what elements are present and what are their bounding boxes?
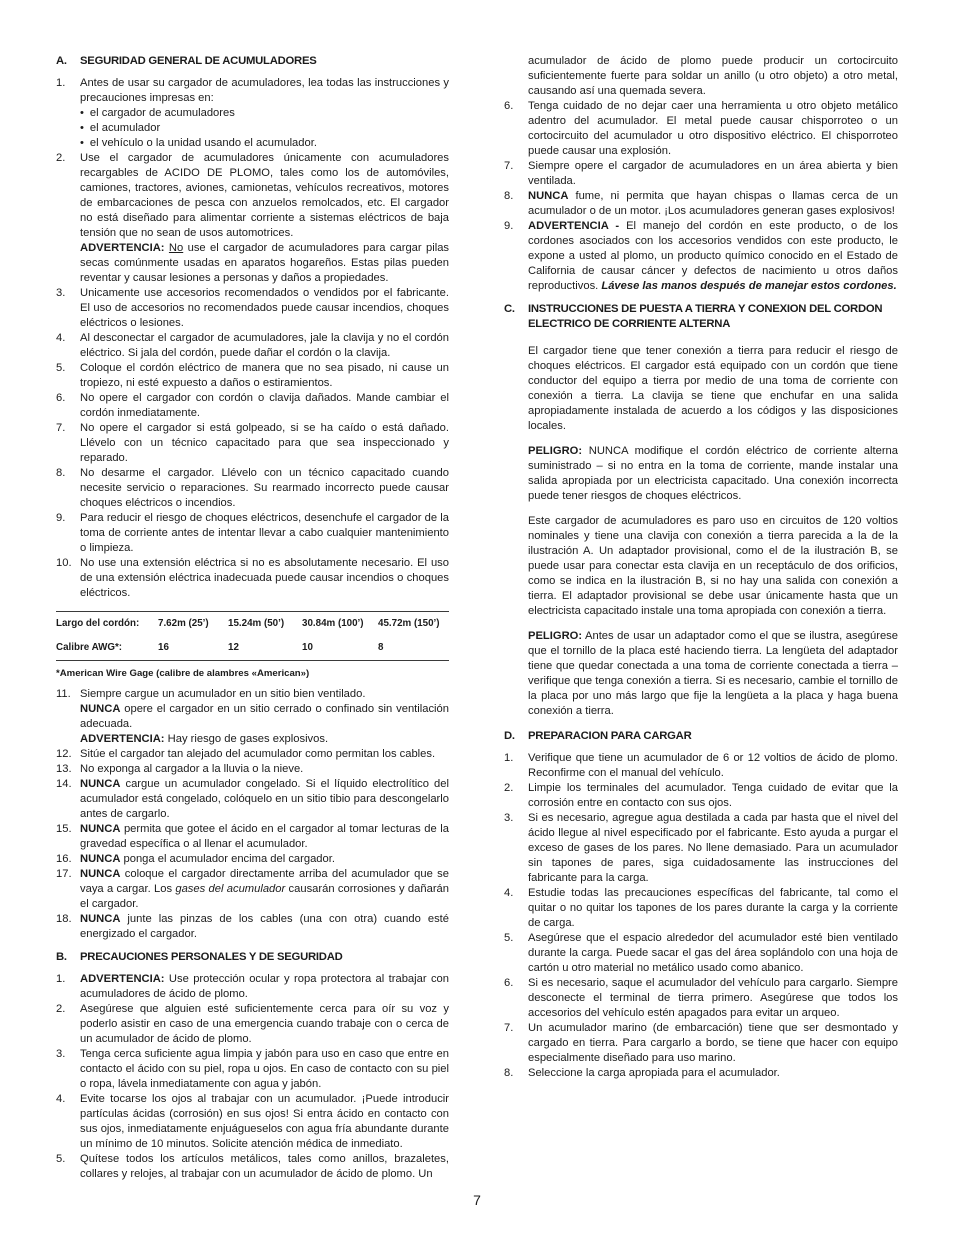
- item-text: [528, 976, 898, 1021]
- text-run: No exponga al cargador a la lluvia o la nieve.: [80, 763, 304, 775]
- text-run: El cargador tiene que tener conexión a tierra para reducir el riesgo de choques eléctricos. El cargador está equipado con un cordón que tiene conductor del equipo a tierra por medio de una toma de corriente con conexión a tierra. La clavija se tiene que enchufar en una salida apropiadamente instalada de acuerdo a los códigos y las disposiciones locales.: [528, 345, 898, 432]
- section-heading: [504, 729, 898, 744]
- item-text: [80, 777, 449, 822]
- numbered-list: [56, 76, 449, 601]
- list-item: [56, 151, 449, 286]
- footnote: *American Wire Gage (calibre de alambres «American»): [56, 668, 310, 679]
- text-run: Al desconectar el cargador de acumuladores, jale la clavija y no el cordón eléctrico. Si jala del cordón, puede dañar el cordón o la clavija.: [80, 332, 449, 359]
- list-item: [504, 159, 898, 189]
- list-item: [56, 972, 449, 1002]
- text-run: Estudie todas las precauciones específicas del fabricante, tal como el quitar o no quitar los tapones de los pares durante la carga y la corriente de carga.: [528, 887, 898, 929]
- paragraph: [528, 344, 898, 434]
- text-run: ponga el acumulador encima del cargador.: [120, 853, 335, 865]
- item-paragraph: [80, 1047, 449, 1092]
- item-number: 6.: [504, 100, 514, 112]
- item-number: 10.: [56, 557, 72, 569]
- underlined-text: No: [168, 242, 184, 254]
- table-row: [56, 612, 449, 637]
- bullet-item: • el cargador de acumuladores: [80, 106, 449, 121]
- list-item: [56, 1047, 449, 1092]
- item-text: [80, 1047, 449, 1092]
- item-number: 1.: [504, 752, 514, 764]
- list-item: [56, 867, 449, 912]
- bold-text: NUNCA: [80, 913, 121, 925]
- item-text: [528, 1066, 898, 1081]
- text-run: Tenga cuidado de no dejar caer una herramienta u otro objeto metálico adentro del acumulador. El metal puede causar chisporroteo o un cortocircuito del acumulador u otro dispositivo eléctrico. El chisporroteo puede causar una explosión.: [528, 100, 898, 157]
- item-paragraph: [528, 1021, 898, 1066]
- text-run: Antes de usar un adaptador como el que se ilustra, asegúrese que el tornillo de la placa esté haciendo tierra. La lengüeta del adaptador tiene que quedar conectada a una toma de corriente conectada a tierra – verifique que tenga conexión a tierra. Si es necesario, cambie el tornillo de la placa por uno más largo que fije la lengüeta a la placa y haga buena conexión a tierra.: [528, 630, 898, 717]
- item-text: [80, 466, 449, 511]
- list-item: [56, 76, 449, 151]
- list-item: [504, 751, 898, 781]
- paragraph: [528, 444, 898, 504]
- text-run: coloque el cargador directamente arriba del acumulador que se vaya a cargar. Los: [80, 868, 449, 895]
- bold-text: ADVERTENCIA:: [80, 242, 169, 254]
- list-item: [56, 1002, 449, 1047]
- item-text: [528, 54, 898, 99]
- section-heading: [56, 950, 449, 965]
- table-cell: 30.84m (100’): [302, 618, 364, 629]
- table-cell: 15.24m (50’): [228, 618, 285, 629]
- item-paragraph: [80, 511, 449, 556]
- bold-text: NUNCA: [80, 853, 121, 865]
- item-paragraph: [528, 99, 898, 159]
- section-title: SEGURIDAD GENERAL DE ACUMULADORES: [80, 55, 317, 67]
- item-number: 2.: [56, 152, 66, 164]
- item-text: [80, 822, 449, 852]
- item-paragraph: [80, 777, 449, 822]
- section-title: PREPARACION PARA CARGAR: [528, 730, 692, 742]
- item-paragraph: [80, 391, 449, 421]
- item-paragraph: [80, 822, 449, 852]
- list-item: [56, 421, 449, 466]
- bullet-item: • el acumulador: [80, 121, 449, 136]
- item-number: 6.: [56, 392, 66, 404]
- list-item: [56, 777, 449, 822]
- list-item: [504, 781, 898, 811]
- text-run: Use protección ocular y ropa protectora al trabajar con acumuladores de ácido de plomo.: [80, 973, 449, 1000]
- list-item: [504, 931, 898, 976]
- item-number: 8.: [504, 190, 514, 202]
- item-number: 8.: [504, 1067, 514, 1079]
- item-number: 13.: [56, 763, 72, 775]
- item-number: 4.: [56, 332, 66, 344]
- list-item: [504, 99, 898, 159]
- bold-text: NUNCA: [80, 868, 121, 880]
- item-paragraph: [80, 702, 449, 732]
- item-text: [80, 687, 449, 747]
- text-run: Siempre cargue un acumulador en un sitio bien ventilado.: [80, 688, 366, 700]
- item-number: 15.: [56, 823, 72, 835]
- item-text: [80, 556, 449, 601]
- italic-text: gases del acumulador: [175, 883, 286, 895]
- item-text: [80, 867, 449, 912]
- bold-text: PELIGRO:: [528, 445, 583, 457]
- item-number: 9.: [56, 512, 66, 524]
- section-title: PRECAUCIONES PERSONALES Y DE SEGURIDAD: [80, 951, 343, 963]
- text-run: Si es necesario, agregue agua destilada a cada par hasta que el nivel del ácido llegue al nivel especificado por el fabricante. Esto ayuda a purgar el exceso de gases de los pares. No llene demasiado. Para un acumulador sin tapones de pares, siga cuidadosamente las instrucciones del fabricante para la carga.: [528, 812, 898, 884]
- text-run: permita que gotee el ácido en el cargador al tomar lecturas de la gravedad específica o al llenar el acumulador.: [80, 823, 449, 850]
- list-item: [56, 687, 449, 747]
- item-paragraph: [80, 466, 449, 511]
- item-number: 17.: [56, 868, 72, 880]
- item-paragraph: [80, 361, 449, 391]
- item-paragraph: [80, 76, 449, 106]
- item-paragraph: [80, 1092, 449, 1152]
- item-number: 7.: [504, 160, 514, 172]
- text-run: Siempre opere el cargador de acumuladores en un área abierta y bien ventilada.: [528, 160, 898, 187]
- item-paragraph: [80, 912, 449, 942]
- item-paragraph: [528, 54, 898, 99]
- text-run: Use el cargador de acumuladores únicamente con acumuladores recargables de ACIDO DE PLOMO, tales como los de automóviles, camiones, tractores, aviones, camionetas, vehículos recreativos, motores de embarcaciones de pesca con anzuelos remolcados, etc. El cargador no está diseñado para alimentar corriente a sistemas eléctricos de baja tensión que no sean de usos automotrices.: [80, 152, 449, 239]
- item-number: 16.: [56, 853, 72, 865]
- item-number: 3.: [504, 812, 514, 824]
- text-run: Hay riesgo de gases explosivos.: [164, 733, 329, 745]
- text-run: Para reducir el riesgo de choques eléctricos, desenchufe el cargador de la toma de corriente antes de intentar llevar a cabo cualquier mantenimiento o limpieza.: [80, 512, 449, 554]
- bold-text: NUNCA: [80, 778, 121, 790]
- text-run: Verifique que tiene un acumulador de 6 or 12 voltios de ácido de plomo. Reconfirme con el manual del vehículo.: [528, 752, 898, 779]
- paragraph: [528, 629, 898, 719]
- text-run: El manejo del cordón en este producto, o de los cordones asociados con los accesorios vendidos con este producto, le expone a usted al plomo, un producto químico conocido en el Estado de California de causar cáncer y defectos de nacimiento u otros daños reproductivos.: [528, 220, 898, 292]
- item-paragraph: [528, 159, 898, 189]
- table-row-label: Calibre AWG*:: [56, 642, 123, 653]
- item-text: [528, 931, 898, 976]
- item-number: 1.: [56, 77, 66, 89]
- text-run: Quítese todos los artículos metálicos, tales como anillos, brazaletes, collares y relojes, al trabajar con un acumulador de ácido de plomo. Un: [80, 1153, 449, 1180]
- list-item: [56, 361, 449, 391]
- item-text: [80, 1002, 449, 1047]
- bold-text: NUNCA: [80, 823, 121, 835]
- table-cell: 45.72m (150’): [378, 618, 440, 629]
- list-item: [56, 747, 449, 762]
- item-number: 18.: [56, 913, 72, 925]
- bold-text: NUNCA: [528, 190, 569, 202]
- item-text: [80, 1152, 449, 1182]
- item-number: 3.: [56, 287, 66, 299]
- item-number: 2.: [504, 782, 514, 794]
- text-run: Asegúrese que alguien esté suficientemente cerca para oír su voz y poderlo asistir en caso de una emergencia cuando trabaje con o cerca de un acumulador de ácido de plomo.: [80, 1003, 449, 1045]
- item-text: [80, 286, 449, 331]
- list-item: [56, 391, 449, 421]
- item-number: 5.: [504, 932, 514, 944]
- text-run: junte las pinzas de los cables (una con otra) cuando esté energizado el cargador.: [80, 913, 449, 940]
- item-paragraph: [528, 811, 898, 886]
- table-cell: 10: [302, 642, 313, 653]
- text-run: No opere el cargador si está golpeado, si se ha caído o está dañado. Llévelo con un técnico capacitado para que sea inspeccionado y reparado.: [80, 422, 449, 464]
- item-paragraph: [80, 747, 449, 762]
- text-run: Limpie los terminales del acumulador. Tenga cuidado de evitar que la corrosión entre en contacto con sus ojos.: [528, 782, 898, 809]
- table-cell: 12: [228, 642, 239, 653]
- list-item: [56, 1152, 449, 1182]
- item-paragraph: [528, 781, 898, 811]
- text-run: Evite tocarse los ojos al trabajar con un acumulador. ¡Puede introducir partículas ácidas (corrosión) en sus ojos! Si entra ácido en contacto con sus ojos, inmediatamente enjuágueselos con agua fría abundante durante un mínimo de 10 minutos. Solicite atención médica de inmediato.: [80, 1093, 449, 1150]
- item-paragraph: [80, 1152, 449, 1182]
- text-run: cargue un acumulador congelado. Si el líquido electrolítico del acumulador está congelado, colóquelo en un sitio tibio para descongelarlo antes de cargarlo.: [80, 778, 449, 820]
- table-cell: 16: [158, 642, 169, 653]
- item-number: 7.: [56, 422, 66, 434]
- item-paragraph: [528, 189, 898, 219]
- text-run: Un acumulador marino (de embarcación) tiene que ser desmontado y cargado en tierra. Para cargarlo a bordo, se tiene que hacer con equipo especialmente diseñado para uso marino.: [528, 1022, 898, 1064]
- item-number: 6.: [504, 977, 514, 989]
- text-run: Coloque el cordón eléctrico de manera que no sea pisado, ni cause un tropiezo, ni esté expuesto a daños o estiramientos.: [80, 362, 449, 389]
- bullet-list: [80, 106, 449, 151]
- item-paragraph: [528, 886, 898, 931]
- item-paragraph: [528, 976, 898, 1021]
- bold-text: ADVERTENCIA -: [528, 220, 620, 232]
- list-item: [56, 762, 449, 777]
- item-text: [80, 747, 449, 762]
- numbered-list: [56, 687, 449, 942]
- item-paragraph: [528, 931, 898, 976]
- table-row-label: Largo del cordón:: [56, 618, 140, 629]
- item-text: [528, 751, 898, 781]
- item-number: 14.: [56, 778, 72, 790]
- item-paragraph: [528, 1066, 898, 1081]
- list-item: [504, 811, 898, 886]
- list-item: [56, 1092, 449, 1152]
- bold-text: NUNCA: [80, 703, 121, 715]
- list-item: [56, 912, 449, 942]
- bold-text: PELIGRO:: [528, 630, 583, 642]
- numbered-list: [504, 751, 898, 1081]
- item-number: 1.: [56, 973, 66, 985]
- text-run: opere el cargador en un sitio cerrado o confinado sin ventilación adecuada.: [80, 703, 449, 730]
- text-run: causarán corrosiones y dañarán el cargador.: [80, 883, 449, 910]
- bullet-item: • el vehículo o la unidad usando el acumulador.: [80, 136, 449, 151]
- item-number: 4.: [504, 887, 514, 899]
- text-run: Seleccione la carga apropiada para el acumulador.: [528, 1067, 780, 1079]
- item-number: [504, 54, 528, 99]
- list-item: [56, 822, 449, 852]
- item-paragraph: [80, 1002, 449, 1047]
- bold-text: ADVERTENCIA:: [80, 733, 165, 745]
- section-letter: B.: [56, 951, 67, 963]
- item-paragraph: [80, 286, 449, 331]
- list-item: [56, 286, 449, 331]
- item-paragraph: [80, 687, 449, 702]
- item-paragraph: [528, 751, 898, 781]
- item-text: [528, 159, 898, 189]
- page-number: 7: [473, 1192, 481, 1208]
- text-run: No desarme el cargador. Llévelo con un técnico capacitado cuando necesite servicio o reparaciones. Su rearmado incorrecto puede causar choques eléctricos o incendios.: [80, 467, 449, 509]
- item-paragraph: [80, 241, 449, 286]
- item-paragraph: [80, 867, 449, 912]
- item-number: 4.: [56, 1093, 66, 1105]
- item-text: [80, 852, 449, 867]
- item-paragraph: [528, 219, 898, 294]
- text-run: Asegúrese que el espacio alrededor del acumulador esté bien ventilado durante la carga. Puede sacar el gas del área soplándolo con una hoja de cartón u otro material no metálico usado como abanico.: [528, 932, 898, 974]
- list-item: [504, 54, 898, 99]
- section-title: INSTRUCCIONES DE PUESTA A TIERRA Y CONEXION DEL CORDON ELECTRICO DE CORRIENTE ALTERNA: [528, 303, 883, 330]
- item-number: 9.: [504, 220, 514, 232]
- item-paragraph: [80, 762, 449, 777]
- list-item: [56, 556, 449, 601]
- numbered-list: [56, 972, 449, 1182]
- section-heading: [504, 302, 898, 332]
- item-text: [80, 361, 449, 391]
- text-run: No opere el cargador con cordón o clavija dañados. Mande cambiar el cordón inmediatamente.: [80, 392, 449, 419]
- left-column: [56, 54, 449, 1182]
- item-text: [528, 1021, 898, 1066]
- item-text: [80, 1092, 449, 1152]
- item-paragraph: [80, 421, 449, 466]
- bold-italic-text: Lávese las manos después de manejar estos cordones.: [601, 280, 897, 292]
- item-text: [80, 912, 449, 942]
- item-text: [528, 189, 898, 219]
- item-paragraph: [80, 331, 449, 361]
- section-heading: [56, 54, 449, 69]
- text-run: Unicamente use accesorios recomendados o vendidos por el fabricante. El uso de accesorios no recomendados puede causar incendios, choques eléctricos o lesiones.: [80, 287, 449, 329]
- item-text: [80, 762, 449, 777]
- list-item: [504, 189, 898, 219]
- item-number: 11.: [56, 688, 71, 700]
- section-letter: D.: [504, 730, 515, 742]
- item-text: [80, 391, 449, 421]
- text-run: Este cargador de acumuladores es paro uso en circuitos de 120 voltios nominales y tiene una clavija con conexión a tierra parecida a la de la ilustración A. Un adaptador provisional, como el de la ilustración B, se puede usar para conectar esta clavija en un receptáculo de dos orificios, como se indica en la ilustración B, si no hay una salida con conexión a tierra. El adaptador provisional se debe usar únicamente hasta que un electricista capacitado instale una toma apropiada con conexión a tierra.: [528, 515, 898, 617]
- item-text: [80, 511, 449, 556]
- item-paragraph: [80, 852, 449, 867]
- item-number: 8.: [56, 467, 66, 479]
- text-run: Sitúe el cargador tan alejado del acumulador como permitan los cables.: [80, 748, 436, 760]
- text-run: No use una extensión eléctrica si no es absolutamente necesario. El uso de una extensión eléctrica inadecuada puede causar incendios o choques eléctricos.: [80, 557, 449, 599]
- list-item: [504, 886, 898, 931]
- item-text: [80, 421, 449, 466]
- cord-gauge-table: [56, 611, 449, 661]
- list-item: [504, 976, 898, 1021]
- list-item: [504, 1066, 898, 1081]
- table-row: [56, 636, 449, 661]
- text-run: use el cargador de acumuladores para cargar pilas secas comúnmente usadas en aparatos hogareños. Estas pilas pueden reventar y causar lesiones a personas y daños a propiedades.: [80, 242, 450, 284]
- item-number: 12.: [56, 748, 72, 760]
- item-number: 7.: [504, 1022, 514, 1034]
- section-letter: A.: [56, 55, 67, 67]
- right-column: [504, 54, 898, 1081]
- item-number: 2.: [56, 1003, 66, 1015]
- text-run: acumulador de ácido de plomo puede producir un cortocircuito suficientemente fuerte para soldar un anillo (u otro objeto) a otro metal, causando así una quemada severa.: [528, 55, 898, 97]
- item-text: [528, 886, 898, 931]
- list-item: [504, 1021, 898, 1066]
- list-item: [56, 852, 449, 867]
- item-text: [80, 151, 449, 286]
- item-paragraph: [80, 732, 449, 747]
- table-cell: 8: [378, 642, 384, 653]
- item-text: [80, 76, 449, 151]
- item-text: [80, 331, 449, 361]
- item-text: [80, 972, 449, 1002]
- text-run: fume, ni permita que hayan chispas o llamas cerca de un acumulador o de un motor. ¡Los acumuladores generan gases explosivos!: [528, 190, 898, 217]
- text-run: NUNCA modifique el cordón eléctrico de corriente alterna suministrado – si no entra en la toma de corriente, mande instalar una salida apropiada por un electricista capacitado. Una conexión incorrecta puede tener riesgos de choques eléctricos.: [528, 445, 898, 502]
- item-text: [528, 781, 898, 811]
- text-run: Tenga cerca suficiente agua limpia y jabón para uso en caso que entre en contacto el ácido con su piel, ropa u ojos. En caso de contacto con su piel o ropa, lávela inmediatamente con agua y jabón.: [80, 1048, 449, 1090]
- item-paragraph: [80, 556, 449, 601]
- bold-text: ADVERTENCIA:: [80, 973, 165, 985]
- list-item: [56, 511, 449, 556]
- item-text: [528, 99, 898, 159]
- section-letter: C.: [504, 303, 515, 315]
- item-number: 5.: [56, 362, 66, 374]
- list-item: [56, 466, 449, 511]
- item-text: [528, 219, 898, 294]
- text-run: Antes de usar su cargador de acumuladores, lea todas las instrucciones y precauciones impresas en:: [80, 77, 449, 104]
- item-number: 5.: [56, 1153, 66, 1165]
- paragraph: [528, 514, 898, 619]
- item-paragraph: [80, 972, 449, 1002]
- table-cell: 7.62m (25’): [158, 618, 209, 629]
- text-run: Si es necesario, saque el acumulador del vehículo para cargarlo. Siempre desconecte el terminal de tierra primero. Asegúrese que todos los accesorios del vehículo estén apagados para evitar un arqueo.: [528, 977, 898, 1019]
- item-number: 3.: [56, 1048, 66, 1060]
- item-paragraph: [80, 151, 449, 241]
- list-item: [56, 331, 449, 361]
- numbered-list: [504, 54, 898, 294]
- list-item: [504, 219, 898, 294]
- item-text: [528, 811, 898, 886]
